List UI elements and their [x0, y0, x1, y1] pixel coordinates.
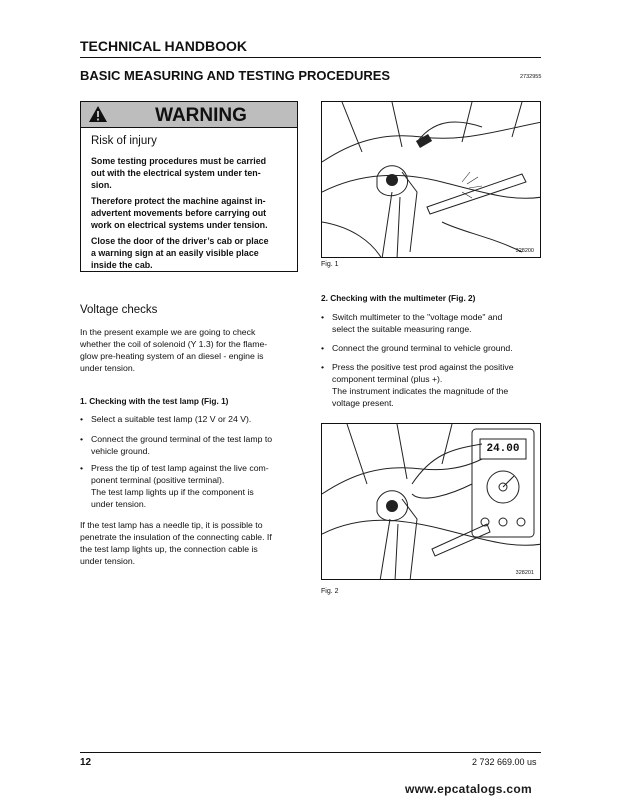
bullet-glyph: •	[80, 414, 84, 424]
multimeter-bullet-3: • Press the positive test prod against the positive component terminal (plus +). The instrument indicates the magnitude of the voltage present.	[321, 362, 514, 408]
watermark: www.epcatalogs.com	[405, 782, 532, 796]
lamp-bullet-1: • Select a suitable test lamp (12 V or 24 V).	[80, 414, 252, 424]
warning-box	[80, 101, 298, 272]
section-title: BASIC MEASURING AND TESTING PROCEDURES	[80, 68, 391, 83]
header-rule	[80, 57, 541, 58]
document-reference: 2 732 669.00 us	[472, 757, 537, 767]
footer-rule	[80, 752, 541, 753]
lamp-bullet-2: • Connect the ground terminal of the test lamp to vehicle ground.	[80, 434, 273, 456]
page-number: 12	[80, 757, 92, 768]
warning-header	[81, 102, 297, 128]
voltage-intro-paragraph: In the present example we are going to check whether the coil of solenoid (Y 1.3) for the flame- glow pre-heating system of an diesel - engine is under tension.	[80, 327, 268, 373]
figure-2-caption: Fig. 2	[321, 588, 339, 595]
multimeter-bullet-2: • Connect the ground terminal to vehicle ground.	[321, 343, 513, 353]
voltage-checks-heading: Voltage checks	[80, 304, 158, 316]
warning-paragraph-2: Therefore protect the machine against in- advertent movements before carrying out work on electrical systems under tension.	[91, 196, 268, 230]
multimeter-bullet-1: • Switch multimeter to the "voltage mode" and select the suitable measuring range.	[321, 312, 503, 334]
figure-2-id: 328201	[515, 570, 534, 576]
bullet-glyph: •	[321, 343, 325, 353]
figure-1-id: 328200	[515, 248, 534, 254]
bullet-glyph: •	[321, 362, 325, 372]
needle-tip-note: If the test lamp has a needle tip, it is possible to penetrate the insulation of the connecting cable. If the test lamp lights up, the connection cable is under tension.	[80, 520, 272, 566]
bullet-glyph: •	[80, 434, 84, 444]
test-lamp-heading: 1. Checking with the test lamp (Fig. 1)	[80, 396, 229, 406]
doc-number: 2732955	[520, 74, 542, 80]
bullet-glyph: •	[80, 463, 84, 473]
document-title: TECHNICAL HANDBOOK	[80, 38, 247, 54]
figure-2-multimeter	[321, 423, 541, 580]
figure-1-caption: Fig. 1	[321, 261, 339, 268]
lamp-bullet-3: • Press the tip of test lamp against the live com- ponent terminal (positive terminal). The test lamp lights up if the component is under tension.	[80, 463, 269, 509]
figure-1-test-lamp	[321, 101, 541, 258]
warning-label: WARNING	[155, 105, 247, 126]
test-lamp-illustration	[322, 102, 541, 258]
bullet-glyph: •	[321, 312, 325, 322]
warning-subtitle: Risk of injury	[91, 135, 157, 147]
warning-paragraph-3: Close the door of the driver’s cab or place a warning sign at an easily visible place inside the cab.	[91, 236, 269, 270]
multimeter-heading: 2. Checking with the multimeter (Fig. 2)	[321, 293, 476, 303]
multimeter-display: 24.00	[486, 443, 520, 455]
warning-paragraph-1: Some testing procedures must be carried out with the electrical system under ten- sion.	[91, 156, 267, 190]
